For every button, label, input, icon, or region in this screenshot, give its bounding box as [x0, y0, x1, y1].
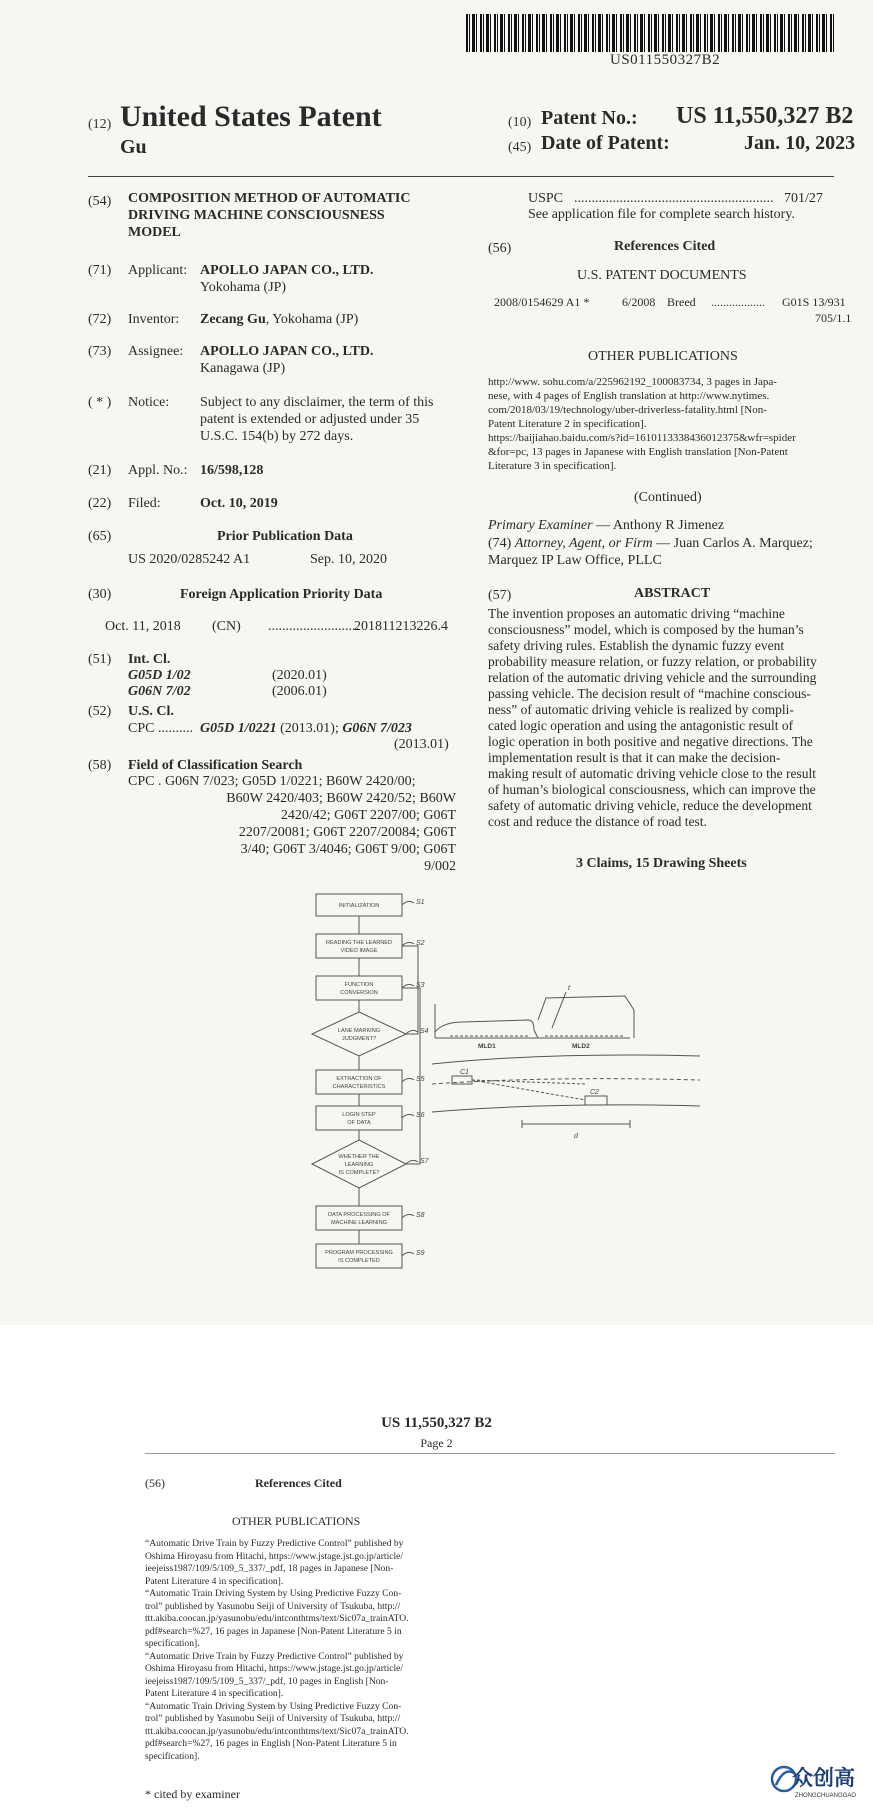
- examiner-label: Primary Examiner: [488, 518, 593, 533]
- flow-step-s9-label: PROGRAM PROCESSING: [325, 1250, 393, 1256]
- uspc-label: USPC: [528, 191, 564, 206]
- uscl-code-a: G05D 1/0221: [199, 721, 277, 736]
- code-45: (45): [508, 140, 532, 155]
- abstract-line: relation of the automatic driving vehicle and the surrounding: [488, 670, 817, 685]
- watermark-text: 众创高: [792, 1767, 855, 1790]
- graph-t-label: t: [568, 985, 570, 992]
- abstract-line: logic operation in both positive and negative directions. The: [488, 734, 813, 749]
- flow-step-tag: S3: [416, 982, 425, 989]
- flow-box-s2: [316, 934, 402, 958]
- pub-line: trol” published by Yasunobu Seiji of University of Tsukuba, http://: [145, 1713, 401, 1724]
- field-line: 3/40; G06T 3/4046; G06T 9/00; G06T: [240, 842, 456, 857]
- abstract-line: safety of automatic driving vehicle, reduce the development: [488, 798, 812, 813]
- flow-step-tag: S6: [416, 1112, 425, 1119]
- flow-box-s5: [316, 1070, 402, 1094]
- vehicle-c2: [585, 1096, 607, 1105]
- primary-examiner: [488, 517, 724, 534]
- page2-divider: [145, 1453, 835, 1454]
- pub-line: com/2018/03/19/technology/uber-driverless-fatality.html [Non-: [488, 404, 767, 416]
- barcode-number: US011550327B2: [610, 52, 721, 68]
- appl-label: Appl. No.:: [128, 463, 188, 478]
- foreign-date: Oct. 11, 2018: [105, 619, 181, 634]
- uspc-value: 701/27: [784, 191, 823, 206]
- pub-line: ieejeiss1987/109/5/109_5_337/_pdf, 18 pages in Japanese [Non-: [145, 1563, 394, 1574]
- inventor-name: Zecang Gu: [200, 312, 266, 327]
- us-doc-date: 6/2008: [622, 295, 656, 309]
- field-line: B60W 2420/403; B60W 2420/52; B60W: [226, 791, 456, 806]
- flow-diamond-s4: [312, 1012, 406, 1056]
- foreign-dots: ..........................: [268, 619, 359, 634]
- distance-d-label: d: [574, 1133, 578, 1140]
- notice-line: U.S.C. 154(b) by 272 days.: [200, 429, 354, 444]
- pub-line: ieejeiss1987/109/5/109_5_337/_pdf, 10 pages in English [Non-: [145, 1675, 389, 1687]
- road-edge: [432, 1055, 700, 1064]
- applicant-location: Yokohama (JP): [200, 280, 287, 295]
- flow-box-s6: [316, 1106, 402, 1130]
- flow-step-tag: S8: [416, 1212, 425, 1219]
- flow-step-tag: S5: [416, 1076, 425, 1083]
- foreign-code: (30): [88, 587, 112, 602]
- abstract-line: cost and reduce the distance of road test.: [488, 814, 707, 829]
- abstract-line: making result of automatic driving vehicle close to the result: [488, 766, 817, 781]
- flow-step-s7-label: LEARNING: [344, 1162, 374, 1168]
- page2-refs-heading: References Cited: [255, 1476, 342, 1490]
- pub-line: “Automatic Drive Train by Fuzzy Predictive Control” published by: [145, 1650, 404, 1662]
- watermark-logo: [770, 1757, 870, 1805]
- see-application: See application file for complete search history.: [528, 207, 795, 222]
- flow-step-s2-label: VIDEO IMAGE: [340, 948, 378, 954]
- refs-code: (56): [488, 241, 512, 256]
- page2-header: [0, 1415, 873, 1432]
- pub-line: Oshima Hiroyasu from Hitachi, https://www.jstage.jst.go.jp/article/: [145, 1550, 404, 1562]
- pub-line: “Automatic Drive Train by Fuzzy Predictive Control” published by: [145, 1538, 404, 1549]
- attorney-firm: Marquez IP Law Office, PLLC: [488, 553, 662, 568]
- title-line: COMPOSITION METHOD OF AUTOMATIC: [128, 191, 411, 206]
- representative-drawing: [300, 888, 820, 1288]
- field-search-lines: [128, 773, 456, 875]
- flow-step-s5-label: CHARACTERISTICS: [332, 1084, 386, 1090]
- flow-step-s3-label: FUNCTION: [344, 982, 374, 988]
- uscl-cpc-line: [128, 720, 412, 737]
- page-number: Page 2: [420, 1436, 453, 1450]
- flow-step-tag: S9: [416, 1250, 425, 1257]
- membership-curve: [538, 996, 634, 1038]
- abstract-line: of human’s biological consciousness, which can improve the: [488, 782, 816, 797]
- intcl-version-2: (2006.01): [272, 684, 327, 699]
- applicant-name: APOLLO JAPAN CO., LTD.: [200, 263, 374, 278]
- flow-step-s7-label: IS COMPLETE?: [338, 1170, 380, 1176]
- flow-step-tag: S7: [420, 1158, 429, 1165]
- foreign-heading: Foreign Application Priority Data: [180, 587, 383, 602]
- prior-pub-number: US 2020/0285242 A1: [128, 552, 251, 567]
- abstract-line: The invention proposes an automatic driving “machine: [488, 606, 785, 621]
- abstract-line: cated logic operation and using the antagonistic result of: [488, 718, 794, 733]
- page2-refs-code: (56): [145, 1476, 165, 1490]
- prior-heading: Prior Publication Data: [217, 529, 353, 544]
- notice-line: patent is extended or adjusted under 35: [200, 412, 420, 427]
- page2-other-pubs-heading: OTHER PUBLICATIONS: [232, 1514, 361, 1528]
- appl-code: (21): [88, 463, 112, 478]
- uspc-dots: .........................................................: [574, 191, 774, 206]
- road-edge: [432, 1105, 700, 1112]
- filed-label: Filed:: [128, 496, 161, 511]
- patent-no-label: Patent No.:: [541, 107, 638, 129]
- us-doc-class: G01S 13/931: [782, 295, 846, 309]
- title-code: (54): [88, 194, 112, 209]
- flow-box-s9: [316, 1244, 402, 1268]
- uscl-cpc: CPC ..........: [128, 721, 193, 736]
- flow-step-s4-label: JUDGMENT?: [341, 1036, 377, 1042]
- intcl-code-2: G06N 7/02: [128, 684, 191, 699]
- pub-line: https://baijiahao.baidu.com/s?id=1610113338436012375&wfr=spider: [488, 432, 796, 444]
- assignee-name: APOLLO JAPAN CO., LTD.: [200, 344, 374, 359]
- other-pubs-heading: OTHER PUBLICATIONS: [588, 349, 738, 364]
- date-label: Date of Patent:: [541, 132, 670, 154]
- vehicle-c2-label: C2: [590, 1089, 599, 1096]
- inventor-code: (72): [88, 312, 112, 327]
- field-line: CPC . G06N 7/023; G05D 1/0221; B60W 2420/00;: [128, 774, 416, 789]
- abstract-code: (57): [488, 588, 512, 603]
- pub-line: Patent Literature 2 in specification].: [488, 418, 647, 430]
- flow-step-s8-label: DATA PROCESSING OF: [328, 1212, 390, 1218]
- code-10: (10): [508, 115, 532, 130]
- pub-line: pdf#search=%27, 16 pages in English [Non-Patent Literature 5 in: [145, 1738, 397, 1749]
- pub-line: &for=pc, 13 pages in Japanese with English translation [Non-Patent: [488, 446, 788, 458]
- notice-label: Notice:: [128, 395, 170, 410]
- mld1-label: MLD1: [478, 1043, 496, 1050]
- abstract-line: implementation result is that it can make the decision-: [488, 750, 781, 765]
- watermark-logo-graphic: [770, 1757, 870, 1805]
- examiner-name: — Anthony R Jimenez: [592, 518, 725, 533]
- field-line: 2420/42; G06T 2207/00; G06T: [280, 808, 456, 823]
- flow-step-s6-label: OF DATA: [347, 1120, 371, 1126]
- attorney-name: — Juan Carlos A. Marquez;: [652, 536, 813, 551]
- abstract-line: passing vehicle. The decision result of “machine conscious-: [488, 686, 811, 701]
- pub-line: pdf#search=%27, 16 pages in Japanese [Non-Patent Literature 5 in: [145, 1625, 402, 1637]
- barcode: [466, 14, 834, 52]
- title-line: DRIVING MACHINE CONSCIOUSNESS: [128, 208, 385, 223]
- pub-line: nese, with 4 pages of English translation at http://www.nytimes.: [488, 390, 770, 402]
- pub-line: specification].: [145, 1638, 200, 1649]
- uscl-code: (52): [88, 704, 112, 719]
- flow-step-s2-label: READING THE LEARNED: [325, 940, 393, 946]
- abstract-heading: ABSTRACT: [634, 586, 711, 601]
- intcl-code-1: G05D 1/02: [128, 668, 191, 683]
- us-doc-number: 2008/0154629 A1 *: [494, 295, 590, 309]
- vehicle-c1-label: C1: [460, 1069, 469, 1076]
- intcl-label: Int. Cl.: [128, 652, 171, 667]
- attorney-code: (74): [488, 536, 512, 551]
- pub-line: ttt.akiba.coocan.jp/yasunobu/edu/intconthtms/text/Sic07a_trainATO.: [145, 1613, 409, 1624]
- assignee-code: (73): [88, 344, 112, 359]
- flow-step-s8-label: MACHINE LEARNING: [331, 1220, 387, 1226]
- refs-heading: References Cited: [614, 239, 716, 254]
- flow-step-tag: S1: [416, 899, 425, 906]
- abstract-line: ness” of automatic driving vehicle is realized by compli-: [488, 702, 794, 717]
- us-doc-dots: ..................: [711, 295, 765, 309]
- patent-number: US 11,550,327 B2: [676, 103, 854, 129]
- patent-page-2: [0, 1325, 873, 1811]
- abstract-text: [488, 606, 834, 830]
- notice-line: Subject to any disclaimer, the term of this: [200, 395, 434, 410]
- flow-box-s3: [316, 976, 402, 1000]
- uscl-label: U.S. Cl.: [128, 704, 174, 719]
- flow-step-s1-label: INITIALIZATION: [338, 903, 380, 909]
- pub-line: Patent Literature 4 in specification].: [145, 1575, 284, 1587]
- patent-date: Jan. 10, 2023: [744, 132, 856, 154]
- watermark-subtext: ZHONGCHUANGGAO: [795, 1793, 857, 1799]
- notice-code: ( * ): [88, 395, 112, 410]
- applicant-label: Applicant:: [128, 263, 188, 278]
- uscl-version-b: (2013.01): [394, 737, 449, 752]
- cited-by-examiner: * cited by examiner: [145, 1787, 240, 1801]
- inventor-short: Gu: [120, 136, 147, 158]
- pub-line: “Automatic Train Driving System by Using Predictive Fuzzy Con-: [145, 1588, 402, 1599]
- flow-step-s5-label: EXTRACTION OF: [336, 1076, 382, 1082]
- flow-step-tag: S4: [420, 1028, 429, 1035]
- intcl-version-1: (2020.01): [272, 668, 327, 683]
- uscl-code-b: G06N 7/023: [342, 721, 412, 736]
- filed-code: (22): [88, 496, 112, 511]
- attorney: [488, 535, 813, 552]
- assignee-location: Kanagawa (JP): [200, 361, 286, 376]
- inventor-label: Inventor:: [128, 312, 180, 327]
- attorney-label: Attorney, Agent, or Firm: [514, 536, 653, 551]
- flow-step-s7-label: WHETHER THE: [338, 1154, 380, 1160]
- abstract-line: safety driving rules. Establish the dynamic fuzzy event: [488, 638, 785, 653]
- inventor: [200, 311, 358, 328]
- field-label: Field of Classification Search: [128, 758, 303, 773]
- inventor-location: , Yokohama (JP): [265, 312, 359, 327]
- page2-patent-number: US 11,550,327 B2: [381, 1415, 492, 1431]
- prior-pub-date: Sep. 10, 2020: [310, 552, 387, 567]
- title-line: MODEL: [128, 225, 181, 240]
- code-12: (12): [88, 117, 112, 132]
- document-type: United States Patent: [120, 100, 382, 133]
- flow-step-s9-label: IS COMPLETED: [338, 1258, 380, 1264]
- uscl-version-a: (2013.01);: [280, 721, 339, 736]
- field-line: 2207/20081; G06T 2207/20084; G06T: [238, 825, 456, 840]
- flow-step-s6-label: LOGIN STEP: [342, 1112, 376, 1118]
- flow-step-s3-label: CONVERSION: [340, 990, 378, 996]
- flow-box-s8: [316, 1206, 402, 1230]
- applicant-code: (71): [88, 263, 112, 278]
- pub-line: trol” published by Yasunobu Seiji of University of Tsukuba, http://: [145, 1600, 401, 1612]
- intcl-code: (51): [88, 652, 112, 667]
- pub-line: “Automatic Train Driving System by Using Predictive Fuzzy Con-: [145, 1700, 402, 1712]
- pub-line: Oshima Hiroyasu from Hitachi, https://www.jstage.jst.go.jp/article/: [145, 1663, 404, 1674]
- other-pubs: [488, 375, 834, 473]
- abstract-line: probability measure relation, or fuzzy relation, or probability: [488, 654, 817, 669]
- pub-line: http://www. sohu.com/a/225962192_100083734, 3 pages in Japa-: [488, 376, 777, 388]
- foreign-country: (CN): [212, 619, 241, 634]
- appl-number: 16/598,128: [200, 463, 264, 478]
- pub-line: Patent Literature 4 in specification].: [145, 1688, 284, 1699]
- field-line: 9/002: [424, 859, 456, 874]
- flow-step-tag: S2: [416, 940, 425, 947]
- assignee: [200, 343, 373, 377]
- pub-line: Literature 3 in specification].: [488, 460, 617, 472]
- mld2-label: MLD2: [572, 1043, 590, 1050]
- foreign-number: 201811213226.4: [354, 619, 448, 634]
- pub-line: ttt.akiba.coocan.jp/yasunobu/edu/intconthtms/text/Sic07a_trainATO.: [145, 1725, 409, 1737]
- membership-curve: [435, 1020, 538, 1038]
- field-code: (58): [88, 758, 112, 773]
- patent-title: [128, 190, 410, 241]
- prior-code: (65): [88, 529, 112, 544]
- notice-text: [200, 394, 434, 445]
- us-docs-heading: U.S. PATENT DOCUMENTS: [577, 268, 747, 283]
- us-doc-class: 705/1.1: [815, 311, 852, 325]
- us-doc-name: Breed: [667, 295, 696, 309]
- flow-step-s4-label: LANE MARKING: [337, 1028, 381, 1034]
- claims-summary: 3 Claims, 15 Drawing Sheets: [576, 856, 747, 871]
- pub-line: specification].: [145, 1750, 200, 1762]
- abstract-line: consciousness” model, which is composed by the human’s: [488, 622, 804, 637]
- filed-date: Oct. 10, 2019: [200, 496, 278, 511]
- header-divider: [88, 176, 834, 177]
- assignee-label: Assignee:: [128, 344, 184, 359]
- applicant: [200, 262, 373, 296]
- page2-publications: [145, 1538, 465, 1763]
- continued-note: (Continued): [634, 490, 702, 505]
